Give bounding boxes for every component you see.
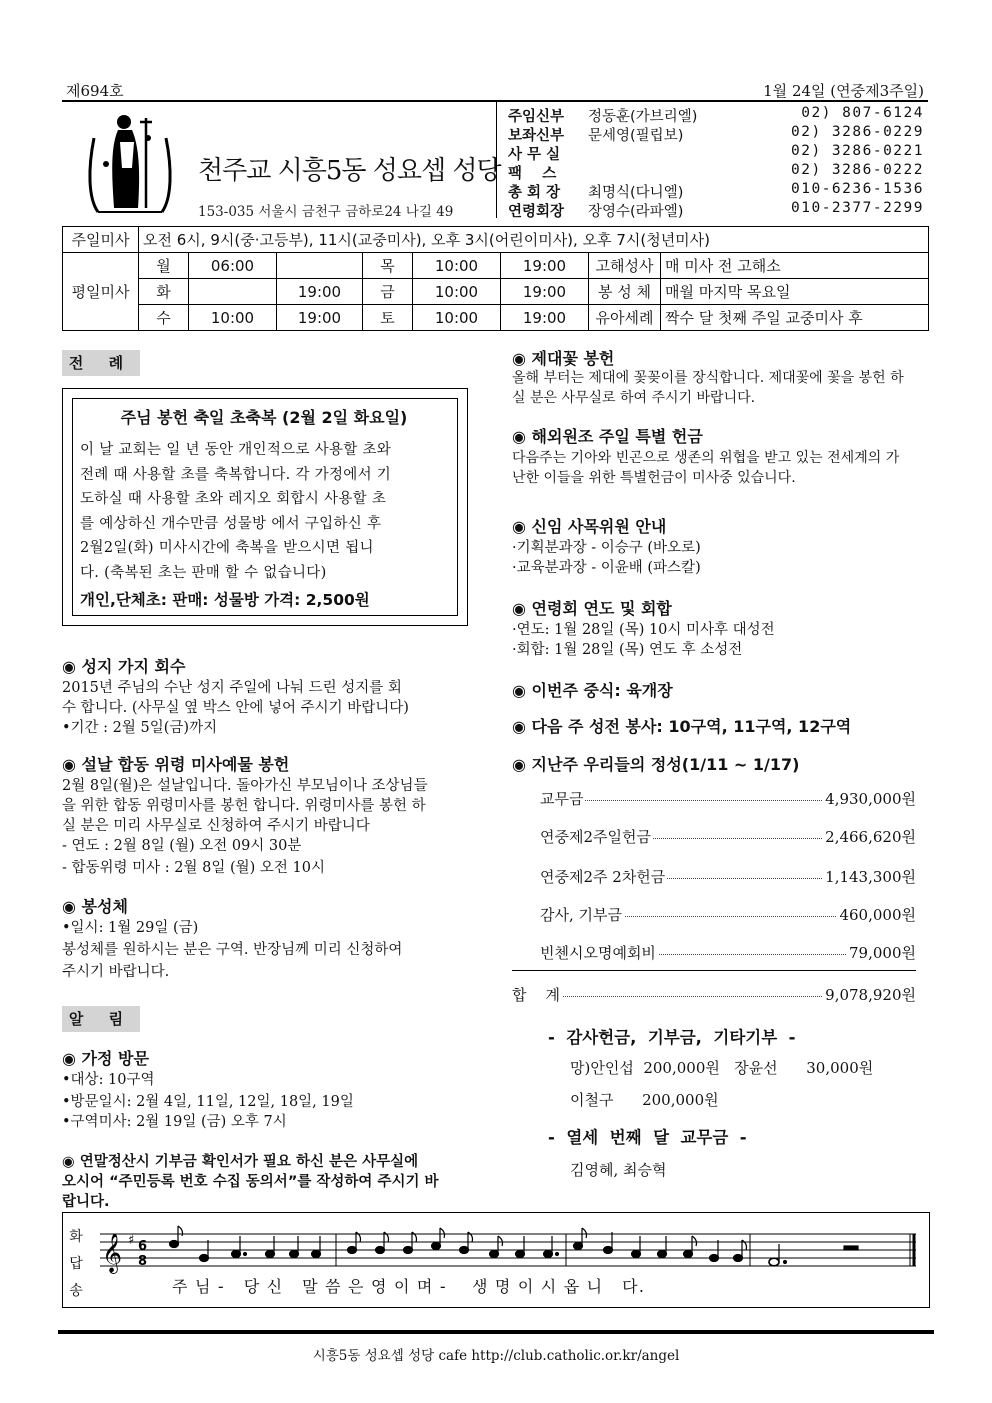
palm-title: ◉ 성지 가지 회수 (62, 657, 186, 676)
palm-line: 2015년 주님의 수난 성지 주일에 나눠 드린 성지를 회 (62, 680, 402, 696)
sunday-mass-label: 주일미사 (63, 227, 139, 253)
weekday-row (63, 253, 929, 279)
offering-total-rule (512, 970, 916, 971)
contact-phone: 02) 3286-0221 (791, 143, 924, 159)
offering-row (540, 866, 916, 888)
weekday-cell: 토 (363, 305, 413, 331)
offerings-title: ◉ 지난주 우리들의 정성(1/11 ~ 1/17) (512, 755, 800, 774)
lunar-line: 을 위한 합동 위령미사를 봉헌 합니다. 위령미사를 봉헌 하 (62, 798, 426, 814)
psalm-side-char: 화 (69, 1229, 83, 1245)
contact-row (508, 143, 924, 162)
sharp-icon: ♯ (128, 1233, 135, 1248)
sacrament-info: 짝수 달 첫째 주일 교중미사 후 (661, 305, 929, 331)
footer-divider (58, 1330, 934, 1334)
contact-role: 사 무 실 (508, 147, 561, 163)
offering-label: 빈첸시오명예회비 (540, 944, 656, 962)
altar-flowers-line: 실 분은 사무실로 하여 주시기 바랍니다. (512, 390, 756, 406)
sacrament-label: 유아세례 (589, 305, 661, 331)
tax-notice-line: 오시어 “주민등록 번호 수집 동의서”를 작성하여 주시기 바 (62, 1174, 439, 1190)
prayer-meeting-line: ·회합: 1월 28일 (목) 연도 후 소성전 (512, 642, 743, 658)
contact-role: 총 회 장 (508, 185, 561, 201)
feast-line: 도하실 때 사용할 초와 레지오 회합시 사용할 초 (80, 491, 387, 507)
liturgy-section-header: 전 례 (62, 350, 140, 376)
tithe-title: - 열세 번째 달 교무금 - (548, 1128, 747, 1147)
offering-total-label: 합 계 (512, 986, 561, 1004)
weekday-cell: 06:00 (189, 253, 277, 279)
committee-line: ·기획분과장 - 이승구 (바오로) (512, 540, 701, 556)
offering-label: 감사, 기부금 (540, 906, 622, 924)
weekday-row (63, 305, 929, 331)
psalm-side-char: 답 (69, 1256, 83, 1272)
tithe-names: 김영혜, 최승혁 (570, 1161, 667, 1179)
communion-title: ◉ 봉성체 (62, 897, 128, 916)
sunday-mass-row (63, 227, 929, 253)
communion-line: 봉성체를 원하시는 분은 구역. 반장님께 미리 신청하여 (62, 942, 403, 958)
psalm-music-staff (100, 1224, 924, 1274)
offering-label: 교무금 (540, 790, 584, 808)
offering-amount: 2,466,620원 (825, 828, 916, 846)
overseas-aid-line: 난한 이들을 위한 특별헌금이 미사중 있습니다. (512, 470, 796, 486)
feast-title: 주님 봉헌 축일 초축복 (2월 2일 화요일) (120, 408, 408, 427)
sacrament-info: 매월 마지막 목요일 (661, 279, 929, 305)
offering-amount: 79,000원 (849, 944, 916, 962)
home-visit-line: •대상: 10구역 (62, 1072, 155, 1088)
thanks-offering-title: - 감사헌금, 기부금, 기타기부 - (548, 1028, 796, 1047)
offering-label: 연중제2주 2차헌금 (540, 868, 666, 886)
contact-row (508, 162, 924, 181)
offering-amount: 460,000원 (839, 906, 916, 924)
contact-role: 연령회장 (508, 204, 565, 220)
lunch-menu: ◉ 이번주 중식: 육개장 (512, 681, 673, 700)
lunar-mass-title: ◉ 설날 합동 위령 미사예물 봉헌 (62, 755, 290, 774)
header-divider (62, 100, 928, 102)
communion-line: •일시: 1월 29일 (금) (62, 920, 199, 936)
weekday-cell: 19:00 (501, 279, 589, 305)
weekday-cell: 19:00 (277, 305, 363, 331)
feast-line: 전례 때 사용할 초를 축복합니다. 각 가정에서 기 (80, 466, 392, 483)
weekday-cell: 10:00 (413, 253, 501, 279)
offering-row (540, 942, 916, 964)
offering-row (540, 904, 916, 926)
offering-total-amount: 9,078,920원 (825, 986, 916, 1004)
offering-row (540, 788, 916, 810)
sacrament-label: 고해성사 (589, 253, 661, 279)
weekday-cell (277, 253, 363, 279)
feast-line: 다. (축복된 초는 판매 할 수 없습니다) (80, 564, 327, 581)
home-visit-line: •방문일시: 2월 4일, 11일, 12일, 18일, 19일 (62, 1094, 354, 1110)
palm-line: 수 합니다. (사무실 옆 박스 안에 넣어 주시기 바랍니다) (62, 700, 409, 716)
footer-cafe-address: 시흥5동 성요셉 성당 cafe http://club.catholic.or.kr/angel (312, 1348, 680, 1364)
time-signature-bottom: 8 (138, 1254, 148, 1269)
weekday-cell: 10:00 (413, 305, 501, 331)
weekday-cell: 19:00 (501, 253, 589, 279)
contact-phone: 02) 807-6124 (801, 105, 924, 121)
weekday-cell: 화 (139, 279, 189, 305)
weekday-cell: 월 (139, 253, 189, 279)
sunday-mass-times: 오전 6시, 9시(중·고등부), 11시(교중미사), 오후 3시(어린이미사), 오후 7시(청년미사) (139, 227, 929, 253)
psalm-side-label (68, 1224, 84, 1305)
contact-phone: 010-6236-1536 (791, 181, 924, 197)
contact-row (508, 181, 924, 200)
thanks-offering-line: 이철구 200,000원 (570, 1091, 719, 1109)
issue-number: 제694호 (66, 82, 124, 100)
offering-row (540, 826, 916, 848)
palm-line: •기간 : 2월 5일(금)까지 (62, 720, 218, 736)
weekday-mass-label: 평일미사 (63, 253, 139, 331)
contact-name: 최명식(다니엘) (588, 185, 684, 201)
feast-line: 2월2일(화) 미사시간에 축복을 받으시면 됩니 (80, 540, 374, 556)
tax-notice-line: ◉ 연말정산시 기부금 확인서가 필요 하신 분은 사무실에 (62, 1154, 419, 1170)
weekday-cell: 19:00 (501, 305, 589, 331)
lunar-line: 2월 8일(월)은 설날입니다. 돌아가신 부모님이나 조상님들 (62, 778, 428, 794)
prayer-meeting-line: ·연도: 1월 28일 (목) 10시 미사후 대성전 (512, 622, 775, 638)
home-visit-title: ◉ 가정 방문 (62, 1049, 149, 1068)
altar-flowers-title: ◉ 제대꽃 봉헌 (512, 349, 615, 368)
mass-schedule-table (62, 226, 929, 331)
feast-body (80, 438, 448, 585)
psalm-lyrics: 주 님 - 당 신 말 씀 은 영 이 며 - 생 명 이 시 옵 니 다. (172, 1277, 646, 1296)
sacrament-label: 봉 성 체 (589, 279, 661, 305)
weekday-cell (189, 279, 277, 305)
weekday-cell: 10:00 (189, 305, 277, 331)
contact-name: 정동훈(가브리엘) (588, 109, 698, 125)
contact-name: 문세영(필립보) (588, 128, 684, 144)
issue-date: 1월 24일 (연중제3주일) (763, 82, 924, 100)
thanks-offering-line: 망)안인섭 200,000원 장윤선 30,000원 (570, 1059, 874, 1077)
overseas-aid-line: 다음주는 기아와 빈곤으로 생존의 위협을 받고 있는 전세계의 가 (512, 450, 900, 466)
church-name: 천주교 시흥5동 성요셉 성당 (198, 156, 501, 186)
weekday-row (63, 279, 929, 305)
lunar-line: 실 분은 미리 사무실로 신청하여 주시기 바랍니다 (62, 818, 370, 834)
committee-title: ◉ 신임 사목위원 안내 (512, 517, 667, 536)
header-vertical-divider (496, 102, 497, 218)
contact-name: 장영수(라파엘) (588, 204, 684, 220)
contact-row (508, 200, 924, 219)
lunar-line: - 연도 : 2월 8일 (월) 오전 09시 30분 (62, 838, 302, 854)
feast-line: 이 날 교회는 일 년 동안 개인적으로 사용할 초와 (80, 442, 392, 458)
weekday-cell: 10:00 (413, 279, 501, 305)
church-address: 153-035 서울시 금천구 금하로24 나길 49 (198, 204, 454, 220)
weekday-cell: 금 (363, 279, 413, 305)
contact-phone: 02) 3286-0229 (791, 124, 924, 140)
contact-phone: 010-2377-2299 (791, 200, 924, 216)
contact-role: 팩 스 (508, 166, 557, 182)
notice-section-header: 알 림 (62, 1006, 140, 1032)
sacrament-info: 매 미사 전 고해소 (661, 253, 929, 279)
offering-amount: 1,143,300원 (825, 868, 916, 886)
weekday-cell: 19:00 (277, 279, 363, 305)
contact-role: 주임신부 (508, 109, 565, 125)
offering-total-row (512, 984, 916, 1006)
overseas-aid-title: ◉ 해외원조 주일 특별 헌금 (512, 427, 703, 446)
contact-role: 보좌신부 (508, 128, 565, 144)
time-signature-top: 6 (138, 1239, 148, 1254)
tax-notice-line: 랍니다. (62, 1194, 110, 1210)
next-week-service: ◉ 다음 주 성전 봉사: 10구역, 11구역, 12구역 (512, 717, 852, 736)
treble-clef-icon: 𝄞 (102, 1233, 123, 1273)
offering-amount: 4,930,000원 (825, 790, 916, 808)
feast-line: 를 예상하신 개수만큼 성물방 에서 구입하신 후 (80, 515, 382, 532)
prayer-meeting-title: ◉ 연령회 연도 및 회합 (512, 599, 672, 618)
weekday-cell: 수 (139, 305, 189, 331)
weekday-cell: 목 (363, 253, 413, 279)
candle-price: 개인,단체초: 판매: 성물방 가격: 2,500원 (80, 591, 370, 609)
offering-label: 연중제2주일헌금 (540, 828, 651, 846)
contact-phone: 02) 3286-0222 (791, 162, 924, 178)
contact-row (508, 124, 924, 143)
altar-flowers-line: 올해 부터는 제대에 꽃꽂이를 장식합니다. 제대꽃에 꽃을 봉헌 하 (512, 370, 904, 386)
lunar-line: - 합동위령 미사 : 2월 8일 (월) 오전 10시 (62, 860, 325, 876)
communion-line: 주시기 바랍니다. (62, 964, 170, 980)
music-notes (170, 1226, 859, 1266)
psalm-side-char: 송 (69, 1283, 83, 1299)
committee-line: ·교육분과장 - 이윤배 (파스칼) (512, 560, 701, 576)
contact-row (508, 105, 924, 124)
st-joseph-logo-icon (84, 108, 176, 220)
home-visit-line: •구역미사: 2월 19일 (금) 오후 7시 (62, 1114, 287, 1130)
